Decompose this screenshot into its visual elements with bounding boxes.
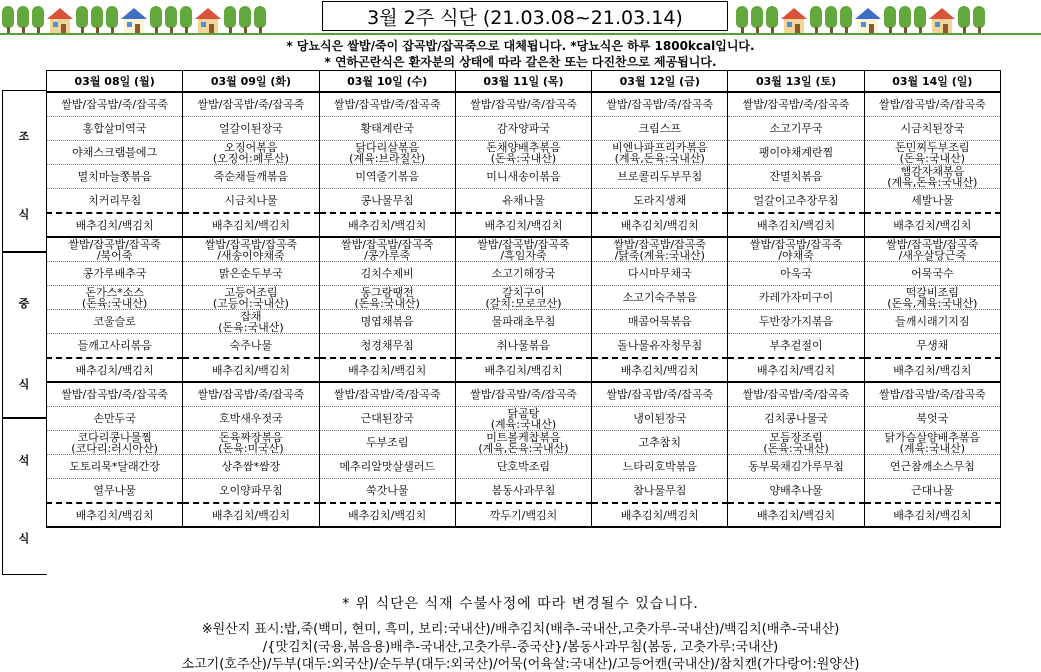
menu-cell: 호박새우젓국 xyxy=(183,407,319,431)
tree-icon xyxy=(254,6,266,34)
tree-icon xyxy=(165,6,177,34)
menu-cell: 배추김치/백김치 xyxy=(592,213,728,237)
ground-line xyxy=(0,33,1041,35)
menu-cell: 배추김치/백김치 xyxy=(319,503,455,527)
menu-cell: 아욱국 xyxy=(728,262,864,286)
menu-cell: 동그랑땡전 (돈육:국내산) xyxy=(319,286,455,310)
menu-cell: 얼갈이고추장무침 xyxy=(728,189,864,214)
menu-cell: 숙주나물 xyxy=(183,334,319,359)
menu-cell: 냉이된장국 xyxy=(592,407,728,431)
menu-cell: 두부조림 xyxy=(319,431,455,455)
house-icon xyxy=(195,8,221,34)
menu-cell: 배추김치/백김치 xyxy=(47,213,183,237)
table-row xyxy=(47,479,1001,504)
menu-cell: 쌀밥/잡곡밥/죽/잡곡죽 xyxy=(864,92,1000,117)
menu-cell: 쌀밥/잡곡밥/잡곡죽 /새우살당근죽 xyxy=(864,237,1000,262)
menu-cell: 돈가스*소스 (돈육:국내산) xyxy=(47,286,183,310)
meal-label-box-lunch xyxy=(2,252,47,418)
table-row xyxy=(47,286,1001,310)
menu-cell: 소고기해장국 xyxy=(455,262,591,286)
menu-cell: 배추김치/백김치 xyxy=(183,358,319,382)
tree-icon xyxy=(840,6,852,34)
menu-cell: 북엇국 xyxy=(864,407,1000,431)
menu-cell: 쌀밥/잡곡밥/잡곡죽 /닭죽(계육:국내산) xyxy=(592,237,728,262)
tree-icon xyxy=(2,6,14,34)
notice-dysphagia: * 연하곤란식은 환자분의 상태에 따라 갈은찬 또는 다진찬으로 제공됩니다. xyxy=(324,55,717,69)
menu-cell: 배추김치/백김치 xyxy=(319,213,455,237)
origin-info-line-3: 소고기(호주산)/두부(대두:외국산)/순두부(대두:외국산)/어묵(어육살:국내산)/고등어캔(국내산)/참치캔(가다랑어:원양산) xyxy=(181,657,860,672)
menu-cell: 비엔나파프리카볶음 (계육,돈육:국내산) xyxy=(592,141,728,165)
menu-cell: 돌나물유자청무침 xyxy=(592,334,728,359)
table-row xyxy=(47,262,1001,286)
menu-cell: 모듬장조림 (돈육:국내산) xyxy=(728,431,864,455)
menu-cell: 쌀밥/잡곡밥/잡곡죽 /새송이야채죽 xyxy=(183,237,319,262)
menu-cell: 배추김치/백김치 xyxy=(864,358,1000,382)
menu-cell: 무생채 xyxy=(864,334,1000,359)
day-header: 03월 10일 (수) xyxy=(319,71,455,93)
day-header-row xyxy=(47,71,1001,93)
day-header: 03월 12일 (금) xyxy=(592,71,728,93)
menu-cell: 돈채양배추볶음 (돈육:국내산) xyxy=(455,141,591,165)
menu-cell: 홍합살미역국 xyxy=(47,117,183,141)
house-icon xyxy=(929,8,955,34)
menu-cell: 두반장가지볶음 xyxy=(728,310,864,334)
menu-cell: 햄감자채볶음 (계육,돈육:국내산) xyxy=(864,165,1000,189)
menu-cell: 봄동사과무침 xyxy=(455,479,591,504)
menu-cell: 닭다리살볶음 (계육:브라질산) xyxy=(319,141,455,165)
menu-cell: 양배추나물 xyxy=(728,479,864,504)
tree-icon xyxy=(884,6,896,34)
meal-label-breakfast-top: 조 xyxy=(18,130,30,143)
menu-cell: 쌀밥/잡곡밥/잡곡죽 /북어죽 xyxy=(47,237,183,262)
tree-icon xyxy=(180,6,192,34)
menu-cell: 맑은순두부국 xyxy=(183,262,319,286)
tree-icon xyxy=(958,6,970,34)
day-header: 03월 14일 (일) xyxy=(864,71,1000,93)
table-row xyxy=(47,431,1001,455)
menu-cell: 감자양파국 xyxy=(455,117,591,141)
menu-body xyxy=(47,92,1001,527)
menu-cell: 참나물무침 xyxy=(592,479,728,504)
menu-cell: 쌀밥/잡곡밥/잡곡죽 /야채죽 xyxy=(728,237,864,262)
menu-cell: 쌀밥/잡곡밥/죽/잡곡죽 xyxy=(592,382,728,407)
menu-cell: 근대나물 xyxy=(864,479,1000,504)
table-row xyxy=(47,165,1001,189)
menu-cell: 미역줄기볶음 xyxy=(319,165,455,189)
menu-cell: 멸치마늘쫑볶음 xyxy=(47,165,183,189)
menu-cell: 어묵국수 xyxy=(864,262,1000,286)
day-header: 03월 08일 (월) xyxy=(47,71,183,93)
menu-cell: 배추김치/백김치 xyxy=(47,358,183,382)
menu-cell: 쌀밥/잡곡밥/죽/잡곡죽 xyxy=(47,382,183,407)
menu-cell: 미니새송이볶음 xyxy=(455,165,591,189)
tree-icon xyxy=(150,6,162,34)
origin-info-line-1: ※원산지 표시:밥,죽(백미, 현미, 흑미, 보리:국내산)/배추김치(배추-국내산,고춧가루-국내산)/백김치(배추-국내산) xyxy=(201,622,840,637)
menu-cell: 근대된장국 xyxy=(319,407,455,431)
menu-cell: 쑥갓나물 xyxy=(319,479,455,504)
menu-cell: 야채스크램블에그 xyxy=(47,141,183,165)
menu-cell: 쌀밥/잡곡밥/죽/잡곡죽 xyxy=(592,92,728,117)
house-icon xyxy=(781,8,807,34)
meal-label-lunch-bottom: 식 xyxy=(18,378,30,391)
menu-cell: 손만두국 xyxy=(47,407,183,431)
tree-icon xyxy=(810,6,822,34)
meal-label-breakfast-bottom: 식 xyxy=(18,208,30,221)
tree-icon xyxy=(91,6,103,34)
menu-cell: 쌀밥/잡곡밥/죽/잡곡죽 xyxy=(728,92,864,117)
menu-cell: 느타리호박볶음 xyxy=(592,455,728,479)
menu-cell: 쌀밥/잡곡밥/죽/잡곡죽 xyxy=(319,382,455,407)
menu-cell: 브로콜리두부무침 xyxy=(592,165,728,189)
menu-cell: 배추김치/백김치 xyxy=(183,213,319,237)
table-row xyxy=(47,455,1001,479)
menu-cell: 배추김치/백김치 xyxy=(864,503,1000,527)
house-icon xyxy=(47,8,73,34)
menu-cell: 고등어조림 (고등어:국내산) xyxy=(183,286,319,310)
menu-cell: 김치수제비 xyxy=(319,262,455,286)
menu-cell: 잔멸치볶음 xyxy=(728,165,864,189)
menu-cell: 물파래초무침 xyxy=(455,310,591,334)
tree-icon xyxy=(825,6,837,34)
meal-label-dinner-bottom: 식 xyxy=(18,532,30,545)
menu-cell: 쌀밥/잡곡밥/죽/잡곡죽 xyxy=(864,382,1000,407)
tree-icon xyxy=(736,6,748,34)
meal-label-dinner-top: 석 xyxy=(18,454,30,467)
menu-cell: 들깨시래기지짐 xyxy=(864,310,1000,334)
menu-cell: 쌀밥/잡곡밥/죽/잡곡죽 xyxy=(47,92,183,117)
menu-cell: 매콤어묵볶음 xyxy=(592,310,728,334)
menu-cell: 죽순채들깨볶음 xyxy=(183,165,319,189)
menu-cell: 떡갈비조림 (돈육,계육:국내산) xyxy=(864,286,1000,310)
table-row xyxy=(47,503,1001,527)
menu-cell: 배추김치/백김치 xyxy=(319,358,455,382)
table-row xyxy=(47,237,1001,262)
table-row xyxy=(47,141,1001,165)
menu-cell: 부추겉절이 xyxy=(728,334,864,359)
menu-cell: 명엽채볶음 xyxy=(319,310,455,334)
weekly-menu-table xyxy=(46,70,1001,528)
tree-icon xyxy=(973,6,985,34)
tree-icon xyxy=(766,6,778,34)
tree-icon xyxy=(914,6,926,34)
menu-cell: 다시마무채국 xyxy=(592,262,728,286)
menu-cell: 오이양파무침 xyxy=(183,479,319,504)
menu-cell: 세발나물 xyxy=(864,189,1000,214)
menu-cell: 배추김치/백김치 xyxy=(183,503,319,527)
menu-cell: 쌀밥/잡곡밥/죽/잡곡죽 xyxy=(319,92,455,117)
menu-cell: 쌀밥/잡곡밥/잡곡죽 /콩가루죽 xyxy=(319,237,455,262)
menu-cell: 시금치나물 xyxy=(183,189,319,214)
menu-cell: 쌀밥/잡곡밥/잡곡죽 /흑임자죽 xyxy=(455,237,591,262)
table-row xyxy=(47,213,1001,237)
tree-icon xyxy=(32,6,44,34)
table-row xyxy=(47,310,1001,334)
menu-cell: 상추쌈*쌈장 xyxy=(183,455,319,479)
menu-cell: 배추김치/백김치 xyxy=(728,503,864,527)
menu-cell: 쌀밥/잡곡밥/죽/잡곡죽 xyxy=(455,382,591,407)
menu-cell: 배추김치/백김치 xyxy=(728,213,864,237)
table-row xyxy=(47,334,1001,359)
menu-cell: 단호박조림 xyxy=(455,455,591,479)
menu-cell: 배추김치/백김치 xyxy=(592,503,728,527)
table-row xyxy=(47,382,1001,407)
table-row xyxy=(47,189,1001,214)
menu-cell: 깍두기/백김치 xyxy=(455,503,591,527)
menu-cell: 쌀밥/잡곡밥/죽/잡곡죽 xyxy=(455,92,591,117)
menu-cell: 오징어볶음 (오징어:페루산) xyxy=(183,141,319,165)
menu-cell: 배추김치/백김치 xyxy=(455,358,591,382)
menu-cell: 코다리콩나물찜 (코다리:러시아산) xyxy=(47,431,183,455)
menu-cell: 쌀밥/잡곡밥/죽/잡곡죽 xyxy=(183,382,319,407)
village-decoration-left xyxy=(2,2,266,34)
menu-cell: 배추김치/백김치 xyxy=(592,358,728,382)
menu-cell: 배추김치/백김치 xyxy=(728,358,864,382)
menu-change-notice: * 위 식단은 식재 수불사정에 따라 변경될수 있습니다. xyxy=(342,596,699,612)
table-row xyxy=(47,358,1001,382)
menu-cell: 돈민찌두부조림 (돈육:국내산) xyxy=(864,141,1000,165)
menu-cell: 잡채 (돈육:국내산) xyxy=(183,310,319,334)
tree-icon xyxy=(751,6,763,34)
menu-cell: 시금치된장국 xyxy=(864,117,1000,141)
menu-cell: 동부묵채김가루무침 xyxy=(728,455,864,479)
day-header: 03월 11일 (목) xyxy=(455,71,591,93)
table-row xyxy=(47,407,1001,431)
menu-cell: 얼갈이된장국 xyxy=(183,117,319,141)
menu-cell: 갈치구이 (갈치:모로코산) xyxy=(455,286,591,310)
table-row xyxy=(47,92,1001,117)
menu-cell: 연근참깨소스무침 xyxy=(864,455,1000,479)
page-title: 3월 2주 식단 (21.03.08~21.03.14) xyxy=(322,1,728,31)
house-icon xyxy=(121,8,147,34)
menu-cell: 배추김치/백김치 xyxy=(455,213,591,237)
menu-cell: 도토리묵*달래간장 xyxy=(47,455,183,479)
meal-label-lunch-top: 중 xyxy=(18,297,30,310)
table-row xyxy=(47,117,1001,141)
menu-cell: 열무나물 xyxy=(47,479,183,504)
menu-cell: 황태계란국 xyxy=(319,117,455,141)
menu-cell: 소고기숙주볶음 xyxy=(592,286,728,310)
day-header: 03월 09일 (화) xyxy=(183,71,319,93)
menu-cell: 치커리무침 xyxy=(47,189,183,214)
tree-icon xyxy=(899,6,911,34)
tree-icon xyxy=(17,6,29,34)
meal-label-box-breakfast xyxy=(2,90,47,252)
meal-label-box-dinner xyxy=(2,418,47,575)
menu-cell: 카레가자미구이 xyxy=(728,286,864,310)
menu-cell: 김치콩나물국 xyxy=(728,407,864,431)
menu-cell: 도라지생채 xyxy=(592,189,728,214)
menu-cell: 미트볼케찹볶음 (계육,돈육:국내산) xyxy=(455,431,591,455)
menu-cell: 쌀밥/잡곡밥/죽/잡곡죽 xyxy=(183,92,319,117)
menu-cell: 취나물볶음 xyxy=(455,334,591,359)
tree-icon xyxy=(224,6,236,34)
tree-icon xyxy=(239,6,251,34)
notice-diabetic: * 당뇨식은 쌀밥/죽이 잡곡밥/잡곡죽으로 대체됩니다. *당뇨식은 하루 1800kcal입니다. xyxy=(286,39,755,53)
menu-cell: 돈육짜장볶음 (돈육:미국산) xyxy=(183,431,319,455)
menu-cell: 고추참치 xyxy=(592,431,728,455)
menu-cell: 배추김치/백김치 xyxy=(47,503,183,527)
menu-cell: 크림스프 xyxy=(592,117,728,141)
origin-info-line-2: /{맛김치(국용,볶음용)배추-국내산,고춧가루-중국산}/봄동사과무침(봄동, 고춧가루:국내산) xyxy=(262,640,779,655)
menu-cell: 닭곰탕 (계육:국내산) xyxy=(455,407,591,431)
tree-icon xyxy=(76,6,88,34)
menu-cell: 유채나물 xyxy=(455,189,591,214)
tree-icon xyxy=(106,6,118,34)
house-icon xyxy=(855,8,881,34)
village-decoration-right xyxy=(736,2,985,34)
menu-cell: 배추김치/백김치 xyxy=(864,213,1000,237)
menu-cell: 콩가루배추국 xyxy=(47,262,183,286)
menu-cell: 메추리알맛살샐러드 xyxy=(319,455,455,479)
menu-cell: 닭가슴살양배추볶음 (계육:국내산) xyxy=(864,431,1000,455)
menu-cell: 들깨고사리볶음 xyxy=(47,334,183,359)
menu-cell: 코울슬로 xyxy=(47,310,183,334)
menu-cell: 콩나물무침 xyxy=(319,189,455,214)
day-header: 03월 13일 (토) xyxy=(728,71,864,93)
header-banner xyxy=(0,0,1041,38)
menu-cell: 팽이야채계란찜 xyxy=(728,141,864,165)
menu-cell: 청경채무침 xyxy=(319,334,455,359)
menu-cell: 소고기무국 xyxy=(728,117,864,141)
menu-cell: 쌀밥/잡곡밥/죽/잡곡죽 xyxy=(728,382,864,407)
